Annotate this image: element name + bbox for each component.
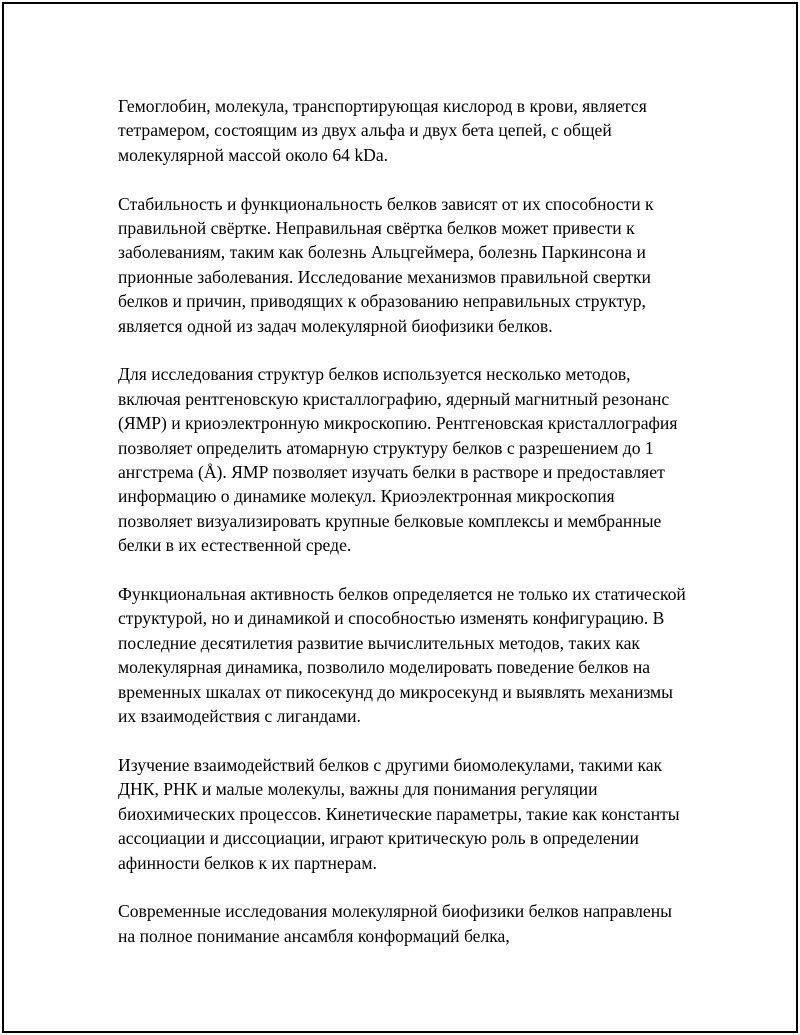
- paragraph-modern-research: Современные исследования молекулярной биофизики белков направлены на полное понимание ансамбля конформаций белка,: [118, 901, 672, 946]
- paragraph-structure-methods: Для исследования структур белков используется несколько методов, включая рентгеновскую кристаллографию, ядерный магнитный резонанс (ЯМР) и криоэлектронную микроскопию. Рентгеновская кристаллография позволяет определить атомарную структуру белков с разрешением до 1 ангстрема (Å). ЯМР позволяет изучать белки в растворе и предоставляет информацию о динамике молекул. Криоэлектронная микроскопия позволяет визуализировать крупные белковые комплексы и мембранные белки в их естественной среде.: [118, 364, 678, 556]
- document-body: [118, 94, 688, 948]
- paragraph-protein-dynamics: Функциональная активность белков определяется не только их статической структурой, но и динамикой и способностью изменять конфигурацию. В последние десятилетия развитие вычислительных методов, таких как молекулярная динамика, позволило моделировать поведение белков на временных шкалах от пикосекунд до микросекунд и выявлять механизмы их взаимодействия с лигандами.: [118, 584, 686, 727]
- paragraph-hemoglobin: Гемоглобин, молекула, транспортирующая кислород в крови, является тетрамером, состоящим из двух альфа и двух бета цепей, с общей молекулярной массой около 64 kDa.: [118, 96, 647, 165]
- paragraph-interactions: Изучение взаимодействий белков с другими биомолекулами, такими как ДНК, РНК и малые молекулы, важны для понимания регуляции биохимических процессов. Кинетические параметры, такие как константы ассоциации и диссоциации, играют критическую роль в определении афинности белков к их партнерам.: [118, 754, 680, 873]
- paragraph-protein-folding: Стабильность и функциональность белков зависят от их способности к правильной свёртке. Неправильная свёртка белков может привести к заболеваниям, таким как болезнь Альцгеймера, болезнь Паркинсона и прионные заболевания. Исследование механизмов правильной свертки белков и причин, приводящих к образованию неправильных структур, является одной из задач молекулярной биофизики белков.: [118, 193, 654, 336]
